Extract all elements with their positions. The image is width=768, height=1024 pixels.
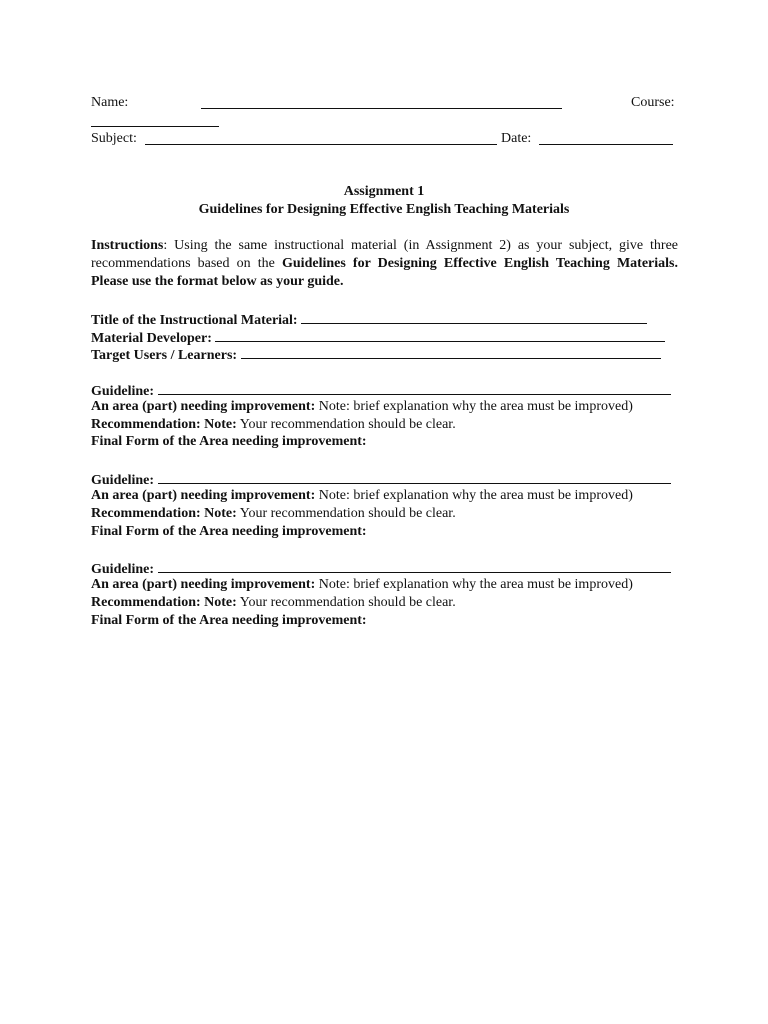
assignment-title: Assignment 1 xyxy=(343,184,425,199)
instructions-bold-phrase: Guidelines for Designing Effective English Teaching Materials. xyxy=(282,256,678,271)
instructions-paragraph xyxy=(91,237,678,291)
date-label: Date: xyxy=(501,131,532,146)
guideline-label: Guideline: xyxy=(91,473,155,488)
final-form-label: Final Form of the Area needing improvement: xyxy=(91,613,367,628)
area-row xyxy=(91,398,633,416)
recommendation-note: Your recommendation should be clear. xyxy=(236,595,456,610)
guideline-label: Guideline: xyxy=(91,562,155,577)
recommendation-row xyxy=(91,505,456,523)
subject-label: Subject: xyxy=(91,131,137,146)
subject-field[interactable] xyxy=(145,130,497,145)
area-note: Note: brief explanation why the area must be improved) xyxy=(315,399,633,414)
date-field[interactable] xyxy=(539,130,673,145)
instructions-bold-tail: Please use the format below as your guide. xyxy=(91,274,344,289)
material-developer-field[interactable] xyxy=(215,327,665,342)
area-row xyxy=(91,487,633,505)
course-label: Course: xyxy=(631,95,675,110)
target-users-label: Target Users / Learners: xyxy=(91,348,238,363)
recommendation-label: Recommendation: Note: xyxy=(91,506,237,521)
recommendation-row xyxy=(91,416,456,434)
instructions-label: Instructions xyxy=(91,238,164,253)
area-label: An area (part) needing improvement: xyxy=(91,577,316,592)
guideline-field[interactable] xyxy=(158,380,671,395)
recommendation-note: Your recommendation should be clear. xyxy=(236,506,456,521)
recommendation-note: Your recommendation should be clear. xyxy=(236,417,456,432)
instructions-text: : Using the same instructional material (in Assignment 2) as your subject, give three recommendations based on the xyxy=(91,238,678,271)
target-users-row xyxy=(91,344,661,365)
guideline-field[interactable] xyxy=(158,469,671,484)
area-row xyxy=(91,576,633,594)
target-users-field[interactable] xyxy=(241,344,661,359)
recommendation-row xyxy=(91,594,456,612)
final-form-label: Final Form of the Area needing improvement: xyxy=(91,524,367,539)
material-title-label: Title of the Instructional Material: xyxy=(91,313,298,328)
area-label: An area (part) needing improvement: xyxy=(91,399,316,414)
area-note: Note: brief explanation why the area must be improved) xyxy=(315,488,633,503)
name-label: Name: xyxy=(91,95,129,110)
recommendation-label: Recommendation: Note: xyxy=(91,417,237,432)
material-developer-label: Material Developer: xyxy=(91,331,212,346)
material-title-field[interactable] xyxy=(301,309,647,324)
guideline-label: Guideline: xyxy=(91,384,155,399)
assignment-subtitle: Guidelines for Designing Effective English Teaching Materials xyxy=(198,202,570,217)
recommendation-label: Recommendation: Note: xyxy=(91,595,237,610)
area-label: An area (part) needing improvement: xyxy=(91,488,316,503)
guideline-field[interactable] xyxy=(158,558,671,573)
name-field[interactable] xyxy=(201,94,562,109)
final-form-label: Final Form of the Area needing improvement: xyxy=(91,434,367,449)
course-field[interactable] xyxy=(91,112,219,127)
area-note: Note: brief explanation why the area must be improved) xyxy=(315,577,633,592)
